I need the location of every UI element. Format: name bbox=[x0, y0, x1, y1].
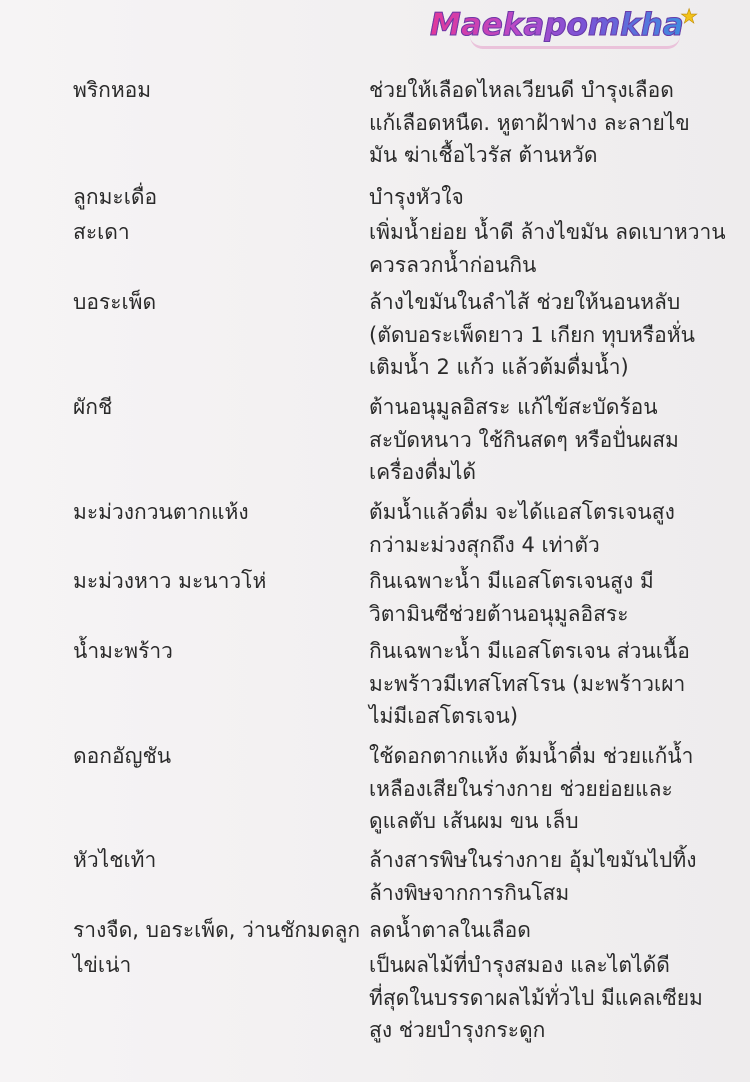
description-line: (ตัดบอระเพ็ดยาว 1 เกียก ทุบหรือหั่น bbox=[369, 322, 695, 347]
description-line: เพิ่มน้ำย่อย น้ำดี ล้างไขมัน ลดเบาหวาน bbox=[369, 220, 726, 244]
herb-name: สะเดา bbox=[73, 220, 130, 244]
herb-name: หัวไชเท้า bbox=[73, 848, 157, 872]
herb-name: ดอกอัญชัน bbox=[73, 744, 172, 768]
herb-description bbox=[369, 181, 704, 214]
description-line: ล้างพิษจากการกินโสม bbox=[369, 880, 570, 905]
herb-description bbox=[369, 74, 704, 172]
description-line: ล้างไขมันในลำไส้ ช่วยให้นอนหลับ bbox=[369, 290, 681, 314]
description-line: สูง ช่วยบำรุงกระดูก bbox=[369, 1018, 546, 1042]
logo-text: Maekapomkha bbox=[430, 7, 684, 43]
herb-description bbox=[369, 844, 704, 909]
description-line: ดูแลตับ เส้นผม ขน เล็บ bbox=[369, 809, 579, 833]
herb-name: ผักชี bbox=[73, 395, 113, 419]
herb-description bbox=[369, 949, 704, 1047]
herb-name: พริกหอม bbox=[73, 78, 152, 102]
description-line: ไม่มีเอสโตรเจน) bbox=[369, 704, 519, 728]
herb-description bbox=[369, 914, 704, 947]
herb-name: น้ำมะพร้าว bbox=[73, 639, 173, 663]
description-line: แก้เลือดหนืด. หูตาฝ้าฟาง ละลายไข bbox=[369, 110, 690, 135]
description-line: กว่ามะม่วงสุกถึง 4 เท่าตัว bbox=[369, 532, 600, 557]
herb-name: ไข่เน่า bbox=[73, 953, 132, 977]
description-line: ต้มน้ำแล้วดื่ม จะได้แอสโตรเจนสูง bbox=[369, 500, 675, 524]
description-line: ลดน้ำตาลในเลือด bbox=[369, 918, 531, 942]
description-line: บำรุงหัวใจ bbox=[369, 185, 464, 209]
herb-description bbox=[369, 216, 726, 281]
description-line: ที่สุดในบรรดาผลไม้ทั่วไป มีแคลเซียม bbox=[369, 985, 703, 1010]
description-line: กินเฉพาะน้ำ มีแอสโตรเจน ส่วนเนื้อ bbox=[369, 639, 690, 663]
herb-name: ลูกมะเดื่อ bbox=[73, 185, 158, 209]
description-line: ต้านอนุมูลอิสระ แก้ไข้สะบัดร้อน bbox=[369, 395, 658, 419]
star-icon: ★ bbox=[680, 4, 698, 28]
herb-description bbox=[369, 391, 704, 489]
description-line: มัน ฆ่าเชื้อไวรัส ต้านหวัด bbox=[369, 143, 598, 167]
description-line: วิตามินซีช่วยต้านอนุมูลอิสระ bbox=[369, 601, 629, 626]
description-line: เป็นผลไม้ที่บำรุงสมอง และไตได้ดี bbox=[369, 953, 670, 977]
description-line: กินเฉพาะน้ำ มีแอสโตรเจนสูง มี bbox=[369, 569, 654, 593]
herb-description bbox=[369, 565, 704, 630]
herb-name: มะม่วงกวนตากแห้ง bbox=[73, 500, 249, 524]
description-line: มะพร้าวมีเทสโทสโรน (มะพร้าวเผา bbox=[369, 671, 686, 696]
description-line: เติมน้ำ 2 แก้ว แล้วต้มดื่มน้ำ) bbox=[369, 355, 629, 379]
herb-description bbox=[369, 635, 704, 733]
herb-description bbox=[369, 496, 704, 561]
herb-name: รางจืด, บอระเพ็ด, ว่านชักมดลูก bbox=[73, 918, 361, 942]
description-line: เครื่องดื่มได้ bbox=[369, 460, 477, 484]
herb-name: บอระเพ็ด bbox=[73, 290, 157, 314]
description-line: ใช้ดอกตากแห้ง ต้มน้ำดื่ม ช่วยแก้น้ำ bbox=[369, 744, 694, 768]
herb-description bbox=[369, 286, 704, 384]
description-line: ล้างสารพิษในร่างกาย อุ้มไขมันไปทิ้ง bbox=[369, 848, 697, 872]
herb-description bbox=[369, 740, 704, 838]
herb-name: มะม่วงหาว มะนาวโห่ bbox=[73, 569, 267, 593]
description-line: สะบัดหนาว ใช้กินสดๆ หรือปั่นผสม bbox=[369, 427, 679, 452]
description-line: ช่วยให้เลือดไหลเวียนดี บำรุงเลือด bbox=[369, 78, 674, 102]
description-line: ควรลวกน้ำก่อนกิน bbox=[369, 252, 537, 277]
description-line: เหลืองเสียในร่างกาย ช่วยย่อยและ bbox=[369, 776, 673, 801]
